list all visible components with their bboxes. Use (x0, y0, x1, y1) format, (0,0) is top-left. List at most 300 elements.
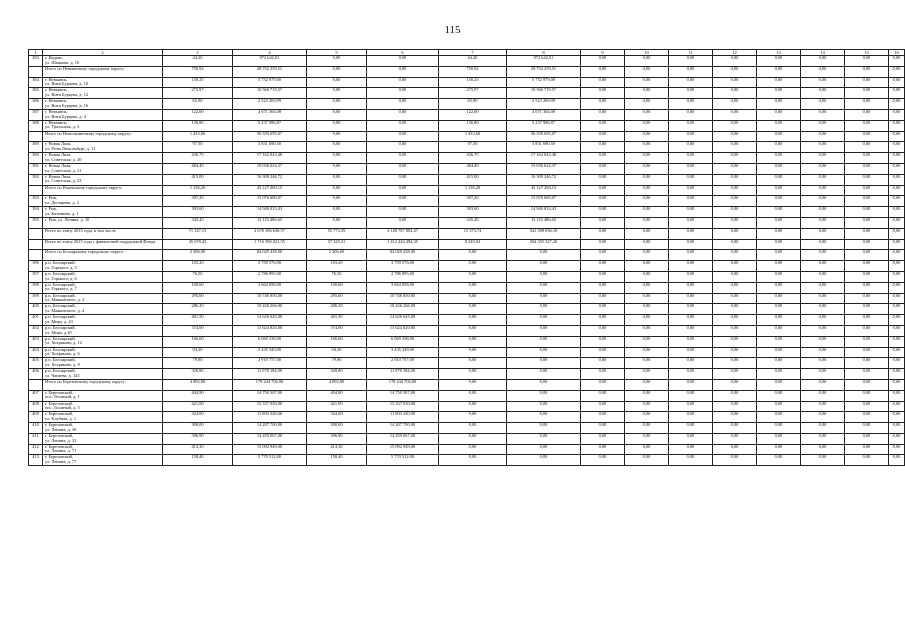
column-number: 9 (581, 50, 625, 56)
value-cell: 0,00 (669, 66, 713, 77)
value-cell: 0,00 (367, 99, 439, 110)
address-cell: р.п. Белоярский, ул. Мира, д.45 (43, 325, 163, 336)
value-cell: 0,00 (889, 444, 905, 455)
value-cell: 0,00 (845, 109, 889, 120)
address-cell: г. Невьянск, ул. Вити Бурцева, д. 16 (43, 99, 163, 110)
value-cell: 0,00 (801, 347, 845, 358)
value-cell: 0,00 (669, 217, 713, 228)
value-cell: 0,00 (757, 358, 801, 369)
value-cell: 0,00 (669, 379, 713, 390)
value-cell: 0,00 (507, 271, 581, 282)
value-cell: 0,00 (367, 120, 439, 131)
value-cell: 421,00 (307, 401, 367, 412)
value-cell: 122,00 (439, 109, 507, 120)
value-cell: 0,00 (307, 56, 367, 67)
value-cell: 972 642,01 (233, 56, 307, 67)
value-cell: 0,00 (889, 77, 905, 88)
value-cell: 393,60 (163, 207, 233, 218)
value-cell: 1 433,60 (439, 131, 507, 142)
subtotal-row (29, 250, 905, 261)
value-cell: 0,00 (801, 336, 845, 347)
row-number (29, 379, 43, 390)
value-cell: 79,90 (163, 358, 233, 369)
value-cell: 0,00 (845, 358, 889, 369)
value-cell: 0,00 (801, 304, 845, 315)
value-cell: 0,00 (845, 325, 889, 336)
value-cell: 0,00 (625, 304, 669, 315)
value-cell: 4 892,80 (307, 379, 367, 390)
value-cell: 0,00 (669, 228, 713, 239)
value-cell: 0,00 (757, 423, 801, 434)
value-cell: 0,00 (625, 369, 669, 380)
value-cell: 0,00 (669, 455, 713, 466)
address-cell: р.п. Белоярский, ул. Хохрякова, д. 8 (43, 358, 163, 369)
value-cell: 0,00 (367, 56, 439, 67)
value-cell: 436,70 (163, 153, 233, 164)
value-cell: 0,00 (581, 304, 625, 315)
value-cell: 13 110 486,65 (507, 217, 581, 228)
value-cell: 0,00 (367, 109, 439, 120)
value-cell: 0,00 (625, 455, 669, 466)
value-cell: 0,00 (367, 142, 439, 153)
value-cell: 0,00 (889, 325, 905, 336)
value-cell: 0,00 (367, 174, 439, 185)
address-cell: г. Новая Ляля, ул. Советская, д. 21 (43, 163, 163, 174)
value-cell: 0,00 (581, 250, 625, 261)
address-cell: Итого по Невьянскому городскому округу: (43, 66, 163, 77)
subtotal-row (29, 66, 905, 77)
value-cell: 0,00 (889, 261, 905, 272)
value-cell: 0,00 (713, 444, 757, 455)
value-cell: 14 940 033,43 (233, 207, 307, 218)
value-cell: 11 803 320,00 (233, 412, 307, 423)
value-cell: 0,00 (713, 77, 757, 88)
value-cell: 0,00 (625, 77, 669, 88)
value-cell: 0,00 (507, 293, 581, 304)
value-cell: 0,00 (669, 142, 713, 153)
value-cell: 0,00 (581, 347, 625, 358)
value-cell: 0,00 (507, 347, 581, 358)
row-number: 407 (29, 390, 43, 401)
value-cell: 0,00 (581, 77, 625, 88)
value-cell: 0,00 (757, 66, 801, 77)
value-cell: 178 244 704,00 (367, 379, 439, 390)
value-cell: 374,00 (307, 325, 367, 336)
value-cell: 0,00 (581, 261, 625, 272)
value-cell: 150,25 (439, 77, 507, 88)
address-cell: р.п. Белоярский, ул. Хохрякова, д. 6 (43, 347, 163, 358)
table-row (29, 282, 905, 293)
value-cell: 15 373,74 (439, 228, 507, 239)
table-row (29, 315, 905, 326)
value-cell: 0,00 (845, 163, 889, 174)
value-cell: 0,00 (669, 120, 713, 131)
value-cell: 15 092 949,00 (367, 444, 439, 455)
row-number: 385 (29, 88, 43, 99)
address-cell: г. Невьянск, ул. Вити Бурцева, д. 4 (43, 109, 163, 120)
value-cell: 397,20 (163, 196, 233, 207)
value-cell: 0,00 (625, 196, 669, 207)
value-cell: 0,00 (713, 347, 757, 358)
value-cell: 0,00 (367, 185, 439, 196)
value-cell: 0,00 (625, 142, 669, 153)
address-cell: г. Березовский, ул. Клубная, д. 1 (43, 412, 163, 423)
subtotal-row (29, 228, 905, 239)
value-cell: 100,60 (163, 282, 233, 293)
value-cell: 390,00 (307, 423, 367, 434)
value-cell: 10 566 719,57 (507, 88, 581, 99)
value-cell: 0,00 (439, 444, 507, 455)
value-cell: 0,00 (507, 390, 581, 401)
value-cell: 0,00 (713, 293, 757, 304)
value-cell: 0,00 (889, 185, 905, 196)
value-cell: 0,00 (801, 423, 845, 434)
value-cell: 0,00 (713, 336, 757, 347)
value-cell: 0,00 (801, 120, 845, 131)
value-cell: 17 162 043,48 (507, 153, 581, 164)
value-cell: 0,00 (581, 163, 625, 174)
value-cell: 0,00 (889, 390, 905, 401)
value-cell: 0,00 (669, 261, 713, 272)
row-number: 396 (29, 261, 43, 272)
value-cell: 0,00 (801, 56, 845, 67)
value-cell: 0,00 (889, 174, 905, 185)
value-cell: 0,00 (307, 185, 367, 196)
value-cell: 0,00 (581, 423, 625, 434)
value-cell: 0,00 (439, 271, 507, 282)
value-cell: 0,00 (367, 153, 439, 164)
value-cell: 0,00 (757, 228, 801, 239)
value-cell: 19 036 624,37 (507, 163, 581, 174)
address-cell: г. Березовский, ул. Ленина, д. 77 (43, 455, 163, 466)
value-cell: 0,00 (625, 239, 669, 250)
value-cell: 0,00 (581, 358, 625, 369)
value-cell: 0,00 (367, 207, 439, 218)
value-cell: 1 136,20 (439, 185, 507, 196)
value-cell: 0,00 (625, 336, 669, 347)
value-cell: 0,00 (507, 250, 581, 261)
value-cell: 0,00 (757, 153, 801, 164)
address-cell: р.п. Белоярский, ул. Хохрякова, д. 12 (43, 336, 163, 347)
page-number: 115 (444, 24, 461, 36)
value-cell: 0,00 (757, 120, 801, 131)
value-cell: 0,00 (625, 56, 669, 67)
value-cell: 0,00 (307, 207, 367, 218)
value-cell: 44,20 (439, 56, 507, 67)
value-cell: 0,00 (625, 228, 669, 239)
row-number (29, 131, 43, 142)
value-cell: 0,00 (581, 401, 625, 412)
table-row (29, 163, 905, 174)
value-cell: 0,00 (889, 304, 905, 315)
value-cell: 0,00 (801, 379, 845, 390)
value-cell: 0,00 (367, 131, 439, 142)
value-cell: 0,00 (713, 174, 757, 185)
table-body (29, 50, 905, 466)
value-cell: 0,00 (307, 217, 367, 228)
value-cell: 0,00 (625, 293, 669, 304)
row-number: 395 (29, 217, 43, 228)
value-cell: 0,00 (845, 261, 889, 272)
value-cell: 0,00 (669, 99, 713, 110)
value-cell: 0,00 (889, 239, 905, 250)
column-number: 3 (163, 50, 233, 56)
value-cell: 0,00 (801, 358, 845, 369)
value-cell: 0,00 (845, 120, 889, 131)
value-cell: 0,00 (889, 56, 905, 67)
subtotal-row (29, 131, 905, 142)
value-cell: 3 831 690,50 (507, 142, 581, 153)
value-cell: 2 910 757,00 (233, 358, 307, 369)
value-cell: 0,00 (307, 109, 367, 120)
address-cell: г. Новая Ляля, ул. Советская, д. 20 (43, 153, 163, 164)
value-cell: 6 069 238,00 (367, 336, 439, 347)
address-cell: р.п. Белоярский, ул. Горького, д. 7 (43, 282, 163, 293)
value-cell: 0,00 (801, 131, 845, 142)
table-row (29, 120, 905, 131)
value-cell: 0,00 (669, 401, 713, 412)
value-cell: 0,00 (507, 304, 581, 315)
value-cell: 0,00 (801, 174, 845, 185)
address-cell: г. Березовский, пос. Лосиный, д. 1 (43, 390, 163, 401)
value-cell: 0,00 (669, 77, 713, 88)
value-cell: 13 624 820,00 (233, 325, 307, 336)
value-cell: 0,00 (757, 282, 801, 293)
value-cell: 0,00 (625, 401, 669, 412)
value-cell: 436,70 (439, 153, 507, 164)
value-cell: 158,40 (163, 455, 233, 466)
row-number: 409 (29, 412, 43, 423)
value-cell: 0,00 (581, 315, 625, 326)
address-cell: р.п. Белоярский, ул. Горького, д. 5 (43, 261, 163, 272)
value-cell: 0,00 (713, 282, 757, 293)
value-cell: 0,00 (845, 444, 889, 455)
row-number: 404 (29, 347, 43, 358)
value-cell: 2 786 895,00 (233, 271, 307, 282)
row-number: 397 (29, 271, 43, 282)
value-cell: 45 678,45 (163, 239, 233, 250)
value-cell: 0,00 (307, 99, 367, 110)
value-cell: 15 337 030,00 (367, 401, 439, 412)
value-cell: 0,00 (669, 131, 713, 142)
value-cell: 0,00 (669, 369, 713, 380)
address-cell: Итого по Режевскому городскому округу: (43, 185, 163, 196)
value-cell: 97,50 (163, 142, 233, 153)
value-cell: 0,00 (845, 347, 889, 358)
value-cell: 0,00 (889, 433, 905, 444)
row-number: 401 (29, 315, 43, 326)
value-cell: 76,50 (307, 271, 367, 282)
value-cell: 0,00 (845, 401, 889, 412)
value-cell: 0,00 (713, 412, 757, 423)
value-cell: 0,00 (581, 379, 625, 390)
value-cell: 0,00 (507, 336, 581, 347)
value-cell: 0,00 (713, 217, 757, 228)
value-cell: 0,00 (669, 325, 713, 336)
value-cell: 1 716 390 021,55 (233, 239, 307, 250)
value-cell: 3 759 576,00 (367, 261, 439, 272)
value-cell: 0,00 (507, 379, 581, 390)
value-cell: 0,00 (507, 433, 581, 444)
address-cell: г. Реж, ул. Ленина, д. 10 (43, 217, 163, 228)
value-cell: 0,00 (713, 455, 757, 466)
value-cell: 0,00 (507, 423, 581, 434)
value-cell: 166,60 (307, 336, 367, 347)
value-cell: 14 626 645,00 (367, 315, 439, 326)
value-cell: 286,20 (163, 304, 233, 315)
subtotal-row (29, 185, 905, 196)
value-cell: 0,00 (625, 358, 669, 369)
column-number: 7 (439, 50, 507, 56)
value-cell: 0,00 (845, 131, 889, 142)
value-cell: 0,00 (581, 66, 625, 77)
value-cell: 324,00 (163, 412, 233, 423)
address-cell: г. Березовский, ул. Ленина, д. 71 (43, 444, 163, 455)
value-cell: 0,00 (625, 379, 669, 390)
table-row (29, 77, 905, 88)
value-cell: 0,00 (625, 120, 669, 131)
value-cell: 0,00 (889, 163, 905, 174)
value-cell: 0,00 (713, 325, 757, 336)
value-cell: 0,00 (439, 250, 507, 261)
value-cell: 0,00 (801, 109, 845, 120)
table-row (29, 196, 905, 207)
table-row (29, 99, 905, 110)
value-cell: 150,25 (163, 77, 233, 88)
value-cell: 0,00 (845, 88, 889, 99)
table-row (29, 293, 905, 304)
address-cell: Итого по Новолялинскому городскому округу: (43, 131, 163, 142)
value-cell: 0,00 (439, 304, 507, 315)
value-cell: 404,90 (163, 390, 233, 401)
value-cell: 0,00 (439, 325, 507, 336)
column-number: 15 (845, 50, 889, 56)
value-cell: 0,00 (801, 369, 845, 380)
value-cell: 14 750 507,00 (233, 390, 307, 401)
value-cell: 0,00 (757, 174, 801, 185)
value-cell: 0,00 (713, 56, 757, 67)
column-number: 6 (367, 50, 439, 56)
value-cell: 0,00 (713, 88, 757, 99)
value-cell: 328,80 (307, 369, 367, 380)
value-cell: 2 523 269,99 (507, 99, 581, 110)
value-cell: 0,00 (307, 153, 367, 164)
value-cell: 0,00 (757, 293, 801, 304)
row-number: 405 (29, 358, 43, 369)
address-cell: Итого по Березовскому городскому округу: (43, 379, 163, 390)
value-cell: 158,40 (307, 455, 367, 466)
value-cell: 0,00 (757, 304, 801, 315)
value-cell: 0,00 (625, 185, 669, 196)
value-cell: 0,00 (669, 271, 713, 282)
value-cell: 2 128 787 802,47 (367, 228, 439, 239)
value-cell: 0,00 (801, 433, 845, 444)
value-cell: 0,00 (581, 282, 625, 293)
value-cell: 0,00 (581, 228, 625, 239)
value-cell: 0,00 (845, 185, 889, 196)
row-number: 410 (29, 423, 43, 434)
value-cell: 97,50 (439, 142, 507, 153)
value-cell: 0,00 (845, 196, 889, 207)
value-cell: 14 626 645,00 (233, 315, 307, 326)
value-cell: 0,00 (801, 282, 845, 293)
row-number: 383 (29, 56, 43, 67)
row-number: 390 (29, 153, 43, 164)
value-cell: 750,92 (163, 66, 233, 77)
address-cell: р.п. Белоярский, ул. Маяковского, д. 2 (43, 293, 163, 304)
value-cell: 0,00 (669, 347, 713, 358)
value-cell: 8 349,04 (439, 239, 507, 250)
value-cell: 0,00 (757, 379, 801, 390)
value-cell: 0,00 (625, 163, 669, 174)
value-cell: 0,00 (713, 109, 757, 120)
row-number: 398 (29, 282, 43, 293)
value-cell: 0,00 (757, 347, 801, 358)
value-cell: 324,00 (307, 412, 367, 423)
value-cell: 3 831 690,50 (233, 142, 307, 153)
column-number: 11 (669, 50, 713, 56)
value-cell: 2 306,90 (163, 250, 233, 261)
value-cell: 0,00 (889, 153, 905, 164)
address-cell: г. Новая Ляля, ул. Розы Люксембург, д. 11 (43, 142, 163, 153)
value-cell: 0,00 (581, 325, 625, 336)
value-cell: 0,00 (757, 56, 801, 67)
value-cell: 541 398 836,10 (507, 228, 581, 239)
value-cell: 0,00 (669, 207, 713, 218)
value-cell: 136,80 (439, 120, 507, 131)
value-cell: 0,00 (845, 282, 889, 293)
value-cell: 0,00 (757, 131, 801, 142)
value-cell: 5 770 512,00 (233, 455, 307, 466)
value-cell: 0,00 (507, 401, 581, 412)
value-cell: 0,00 (625, 433, 669, 444)
row-number (29, 185, 43, 196)
value-cell: 0,00 (801, 217, 845, 228)
value-cell: 401,50 (163, 315, 233, 326)
value-cell: 0,00 (439, 315, 507, 326)
table-row (29, 217, 905, 228)
value-cell: 0,00 (889, 401, 905, 412)
value-cell: 275,97 (439, 88, 507, 99)
address-cell: г. Березовский, ул. Ленина, д. 30 (43, 423, 163, 434)
value-cell: 0,00 (713, 304, 757, 315)
value-cell: 0,00 (845, 455, 889, 466)
table-row (29, 271, 905, 282)
value-cell: 0,00 (801, 455, 845, 466)
value-cell: 0,00 (845, 250, 889, 261)
value-cell: 345,40 (439, 217, 507, 228)
value-cell: 0,00 (367, 217, 439, 228)
value-cell: 0,00 (889, 379, 905, 390)
value-cell: 5 237 986,87 (233, 120, 307, 131)
value-cell: 0,00 (757, 271, 801, 282)
value-cell: 390,00 (163, 423, 233, 434)
table-row (29, 401, 905, 412)
value-cell: 0,00 (625, 131, 669, 142)
value-cell: 0,00 (669, 88, 713, 99)
value-cell: 122,00 (163, 109, 233, 120)
column-number: 1 (29, 50, 43, 56)
row-number (29, 250, 43, 261)
value-cell: 17 162 043,48 (233, 153, 307, 164)
value-cell: 0,00 (581, 120, 625, 131)
value-cell: 0,00 (307, 66, 367, 77)
value-cell: 71 147,13 (163, 228, 233, 239)
value-cell: 0,00 (625, 423, 669, 434)
address-cell: р.п. Белоярский, ул. Горького, д. 6 (43, 271, 163, 282)
value-cell: 0,00 (889, 250, 905, 261)
value-cell: 0,00 (669, 293, 713, 304)
